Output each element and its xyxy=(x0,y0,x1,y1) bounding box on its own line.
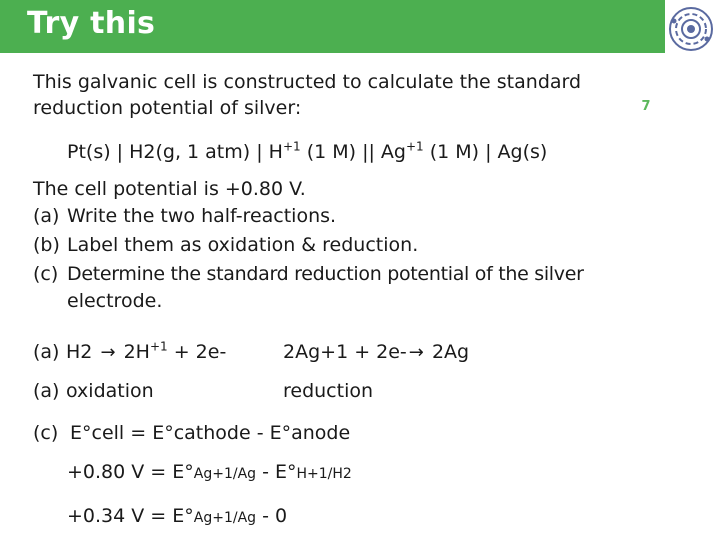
atom-logo-icon xyxy=(668,6,714,52)
equation-1 xyxy=(67,459,352,487)
answer-c-marker: (c) xyxy=(33,422,59,444)
reduction-label: reduction xyxy=(283,380,374,402)
eq1-mid: - E° xyxy=(256,461,297,483)
half2-right: 2Ag xyxy=(431,341,470,363)
eq1-sub1: Ag+1/Ag xyxy=(193,466,257,482)
eq1-main: +0.80 V = E° xyxy=(67,461,194,483)
question-b-marker: (b) xyxy=(33,234,60,256)
eq1-sub2: H+1/H2 xyxy=(296,466,352,482)
question-c-continuation: electrode. xyxy=(67,290,163,312)
cell-potential-text: The cell potential is +0.80 V. xyxy=(33,178,306,200)
question-a-marker: (a) xyxy=(33,205,60,227)
eq2-tail: - 0 xyxy=(256,505,288,527)
eq2-sub: Ag+1/Ag xyxy=(193,510,257,526)
intro-line-1: This galvanic cell is constructed to calculate the standard xyxy=(33,71,582,93)
half-reaction-2 xyxy=(283,339,469,366)
arrow-right-icon: → xyxy=(100,342,116,363)
half1-right: 2H xyxy=(123,341,150,363)
intro-line-2: reduction potential of silver: xyxy=(33,97,302,119)
answer-a-marker: (a) xyxy=(33,341,60,363)
half1-left: H2 xyxy=(66,341,93,363)
question-c-text: Determine the standard reduction potential of the silver xyxy=(67,263,584,285)
eq2-main: +0.34 V = E° xyxy=(67,505,194,527)
question-a-text: Write the two half-reactions. xyxy=(67,205,337,227)
cell-formula: E°cell = E°cathode - E°anode xyxy=(70,422,351,444)
half2-left: 2Ag+1 + 2e- xyxy=(283,341,407,363)
answer-b-marker: (a) xyxy=(33,380,60,402)
cell-notation-part-c: (1 M) | Ag(s) xyxy=(423,141,548,163)
half1-sup: +1 xyxy=(149,339,168,354)
cell-notation-sup-a: +1 xyxy=(282,139,301,154)
cell-notation-part-b: (1 M) || Ag xyxy=(300,141,406,163)
half-reaction-1 xyxy=(66,339,226,366)
oxidation-label: oxidation xyxy=(66,380,154,402)
cell-notation xyxy=(67,139,547,165)
half1-tail: + 2e- xyxy=(167,341,227,363)
question-c-marker: (c) xyxy=(33,263,59,285)
equation-2 xyxy=(67,503,287,531)
arrow-right-icon: → xyxy=(408,342,424,363)
slide-title: Try this xyxy=(27,6,156,41)
question-b-text: Label them as oxidation & reduction. xyxy=(67,234,419,256)
cell-notation-sup-b: +1 xyxy=(405,139,424,154)
cell-notation-part-a: Pt(s) | H2(g, 1 atm) | H xyxy=(67,141,283,163)
page-number: 7 xyxy=(641,99,651,114)
